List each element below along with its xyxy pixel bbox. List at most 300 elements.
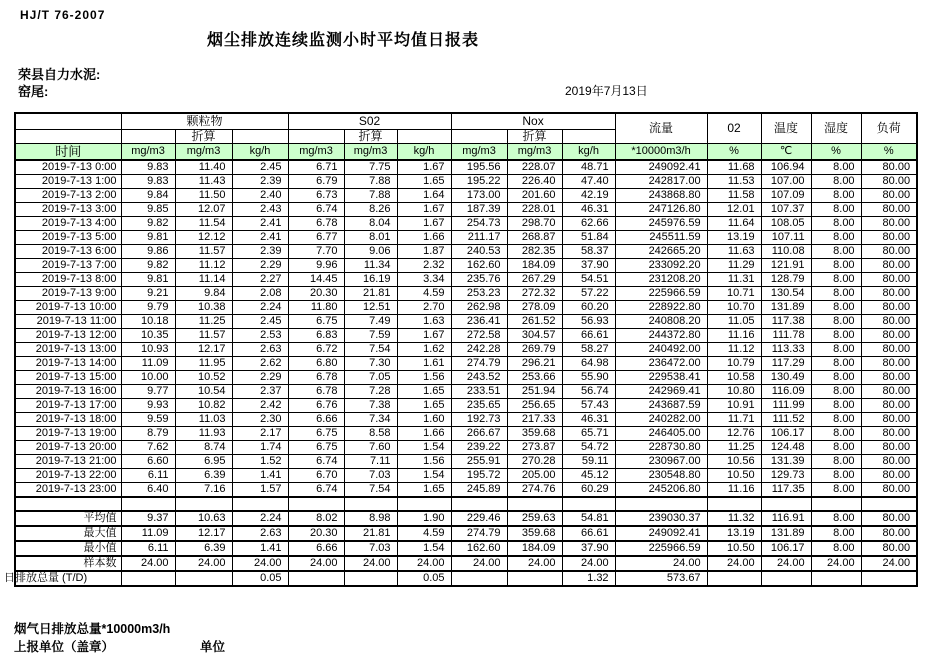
value-cell: 249092.41: [615, 160, 707, 175]
value-cell: 80.00: [861, 357, 917, 371]
value-cell: 37.90: [562, 541, 615, 556]
value-cell: 7.30: [344, 357, 397, 371]
value-cell: 7.16: [175, 483, 232, 498]
value-cell: 1.61: [397, 357, 451, 371]
value-cell: 11.16: [707, 483, 761, 498]
header-blank: [451, 129, 507, 143]
value-cell: 6.75: [288, 427, 344, 441]
value-cell: 10.50: [707, 469, 761, 483]
value-cell: 233092.20: [615, 259, 707, 273]
value-cell: 229.46: [451, 511, 507, 526]
value-cell: 8.00: [811, 315, 861, 329]
value-cell: 0.05: [232, 571, 288, 586]
value-cell: 80.00: [861, 385, 917, 399]
value-cell: 6.74: [288, 483, 344, 498]
value-cell: 187.39: [451, 203, 507, 217]
value-cell: 201.60: [507, 189, 562, 203]
value-cell: 11.68: [707, 160, 761, 175]
value-cell: 11.09: [121, 526, 175, 541]
header-blank: [15, 129, 121, 143]
value-cell: 57.43: [562, 399, 615, 413]
table-row: [15, 441, 917, 455]
value-cell: 1.56: [397, 455, 451, 469]
value-cell: 573.67: [615, 571, 707, 586]
value-cell: 11.63: [707, 245, 761, 259]
unit-cell: %: [811, 143, 861, 160]
value-cell: 107.11: [761, 231, 811, 245]
value-cell: 6.95: [175, 455, 232, 469]
value-cell: 10.58: [707, 371, 761, 385]
value-cell: 51.84: [562, 231, 615, 245]
value-cell: 45.12: [562, 469, 615, 483]
header-temperature: 温度: [761, 113, 811, 143]
value-cell: 8.74: [175, 441, 232, 455]
time-cell: 2019-7-13 20:00: [15, 441, 121, 455]
unit-cell: mg/m3: [344, 143, 397, 160]
value-cell: 10.63: [175, 511, 232, 526]
value-cell: 7.49: [344, 315, 397, 329]
summary-label: 样本数: [15, 556, 121, 571]
value-cell: 9.21: [121, 287, 175, 301]
value-cell: 130.49: [761, 371, 811, 385]
value-cell: 249092.41: [615, 526, 707, 541]
header-converted-nox: 折算: [507, 129, 562, 143]
empty-cell: [175, 497, 232, 511]
value-cell: 195.56: [451, 160, 507, 175]
value-cell: 6.39: [175, 469, 232, 483]
value-cell: 2.40: [232, 189, 288, 203]
value-cell: 6.76: [288, 399, 344, 413]
value-cell: 6.78: [288, 385, 344, 399]
value-cell: 1.56: [397, 371, 451, 385]
value-cell: 162.60: [451, 541, 507, 556]
value-cell: 1.54: [397, 441, 451, 455]
value-cell: 80.00: [861, 483, 917, 498]
value-cell: 80.00: [861, 287, 917, 301]
value-cell: 113.33: [761, 343, 811, 357]
value-cell: 1.60: [397, 413, 451, 427]
value-cell: 12.51: [344, 301, 397, 315]
value-cell: 16.19: [344, 273, 397, 287]
value-cell: 117.35: [761, 483, 811, 498]
value-cell: 56.93: [562, 315, 615, 329]
value-cell: 20.30: [288, 526, 344, 541]
time-cell: 2019-7-13 13:00: [15, 343, 121, 357]
value-cell: 12.17: [175, 526, 232, 541]
value-cell: 6.74: [288, 203, 344, 217]
value-cell: 24.00: [562, 556, 615, 571]
value-cell: 1.62: [397, 343, 451, 357]
daily-total-row: [15, 571, 917, 586]
value-cell: 11.14: [175, 273, 232, 287]
value-cell: 11.53: [707, 175, 761, 189]
flow-total-note: 烟气日排放总量*10000m3/h: [14, 622, 171, 636]
value-cell: 6.74: [288, 455, 344, 469]
value-cell: 259.63: [507, 511, 562, 526]
value-cell: 6.80: [288, 357, 344, 371]
standard-code: HJ/T 76-2007: [20, 8, 106, 22]
unit-cell: mg/m3: [507, 143, 562, 160]
time-cell: 2019-7-13 1:00: [15, 175, 121, 189]
value-cell: 80.00: [861, 511, 917, 526]
value-cell: 1.67: [397, 160, 451, 175]
value-cell: 8.02: [288, 511, 344, 526]
value-cell: 1.32: [562, 571, 615, 586]
value-cell: 6.75: [288, 315, 344, 329]
value-cell: 243868.80: [615, 189, 707, 203]
empty-cell: [562, 497, 615, 511]
value-cell: 9.81: [121, 231, 175, 245]
value-cell: 7.59: [344, 329, 397, 343]
empty-cell: [344, 497, 397, 511]
table-row: [15, 160, 917, 175]
value-cell: 80.00: [861, 455, 917, 469]
value-cell: 9.82: [121, 259, 175, 273]
value-cell: 11.03: [175, 413, 232, 427]
unit-cell-flow: *10000m3/h: [615, 143, 707, 160]
page-title: 烟尘排放连续监测小时平均值日报表: [207, 32, 480, 49]
time-cell: 2019-7-13 14:00: [15, 357, 121, 371]
value-cell: 205.00: [507, 469, 562, 483]
spacer-row: [15, 497, 917, 511]
value-cell: [288, 571, 344, 586]
value-cell: 42.19: [562, 189, 615, 203]
table-row: [15, 231, 917, 245]
summary-row: [15, 541, 917, 556]
value-cell: 9.83: [121, 175, 175, 189]
empty-cell: [121, 497, 175, 511]
value-cell: 274.76: [507, 483, 562, 498]
value-cell: 231208.20: [615, 273, 707, 287]
table-row: [15, 301, 917, 315]
value-cell: 6.77: [288, 231, 344, 245]
value-cell: 9.77: [121, 385, 175, 399]
value-cell: 7.75: [344, 160, 397, 175]
value-cell: 10.71: [707, 287, 761, 301]
value-cell: 1.63: [397, 315, 451, 329]
value-cell: 80.00: [861, 413, 917, 427]
value-cell: 10.50: [707, 541, 761, 556]
value-cell: 8.00: [811, 483, 861, 498]
value-cell: 2.63: [232, 343, 288, 357]
value-cell: 2.63: [232, 526, 288, 541]
unit-cell: kg/h: [232, 143, 288, 160]
value-cell: 2.27: [232, 273, 288, 287]
value-cell: 54.51: [562, 273, 615, 287]
value-cell: 110.08: [761, 245, 811, 259]
summary-row: [15, 511, 917, 526]
value-cell: 11.54: [175, 217, 232, 231]
value-cell: 11.12: [175, 259, 232, 273]
value-cell: 242969.41: [615, 385, 707, 399]
value-cell: [707, 571, 761, 586]
value-cell: 8.00: [811, 455, 861, 469]
header-flow: 流量: [615, 113, 707, 143]
value-cell: 10.38: [175, 301, 232, 315]
value-cell: 54.81: [562, 511, 615, 526]
value-cell: 8.00: [811, 441, 861, 455]
value-cell: 8.00: [811, 329, 861, 343]
value-cell: 24.00: [175, 556, 232, 571]
value-cell: 6.66: [288, 413, 344, 427]
value-cell: [861, 571, 917, 586]
value-cell: [344, 571, 397, 586]
value-cell: 2.30: [232, 413, 288, 427]
value-cell: 7.88: [344, 175, 397, 189]
value-cell: 254.73: [451, 217, 507, 231]
value-cell: 1.67: [397, 203, 451, 217]
time-cell: 2019-7-13 7:00: [15, 259, 121, 273]
value-cell: 8.00: [811, 160, 861, 175]
value-cell: 8.00: [811, 541, 861, 556]
value-cell: 107.09: [761, 189, 811, 203]
table-row: [15, 245, 917, 259]
value-cell: 2.08: [232, 287, 288, 301]
table-row: [15, 189, 917, 203]
unit-cell: %: [861, 143, 917, 160]
value-cell: 1.67: [397, 329, 451, 343]
value-cell: 11.57: [175, 245, 232, 259]
value-cell: 24.00: [121, 556, 175, 571]
value-cell: 8.26: [344, 203, 397, 217]
value-cell: 1.54: [397, 541, 451, 556]
value-cell: 24.00: [861, 556, 917, 571]
value-cell: 2.45: [232, 160, 288, 175]
value-cell: 245511.59: [615, 231, 707, 245]
value-cell: 296.21: [507, 357, 562, 371]
value-cell: 6.79: [288, 175, 344, 189]
value-cell: 1.66: [397, 231, 451, 245]
value-cell: 8.01: [344, 231, 397, 245]
value-cell: 7.62: [121, 441, 175, 455]
value-cell: 24.00: [615, 556, 707, 571]
value-cell: 1.64: [397, 189, 451, 203]
value-cell: 6.40: [121, 483, 175, 498]
summary-row: [15, 526, 917, 541]
value-cell: 107.00: [761, 175, 811, 189]
value-cell: 233.51: [451, 385, 507, 399]
table-row: [15, 203, 917, 217]
header-converted-so2: 折算: [344, 129, 397, 143]
value-cell: 12.07: [175, 203, 232, 217]
value-cell: 54.72: [562, 441, 615, 455]
value-cell: 65.71: [562, 427, 615, 441]
value-cell: 11.25: [707, 441, 761, 455]
value-cell: 6.78: [288, 371, 344, 385]
time-cell: 2019-7-13 11:00: [15, 315, 121, 329]
value-cell: 8.00: [811, 301, 861, 315]
value-cell: 8.98: [344, 511, 397, 526]
value-cell: 7.38: [344, 399, 397, 413]
value-cell: 1.74: [232, 441, 288, 455]
time-cell: 2019-7-13 3:00: [15, 203, 121, 217]
unit-cell: mg/m3: [451, 143, 507, 160]
value-cell: 11.57: [175, 329, 232, 343]
value-cell: 268.87: [507, 231, 562, 245]
value-cell: 13.19: [707, 526, 761, 541]
header-row-units: [15, 143, 917, 160]
value-cell: 80.00: [861, 315, 917, 329]
value-cell: 7.03: [344, 469, 397, 483]
value-cell: 278.09: [507, 301, 562, 315]
value-cell: 124.48: [761, 441, 811, 455]
value-cell: 359.68: [507, 427, 562, 441]
value-cell: 10.79: [707, 357, 761, 371]
time-cell: 2019-7-13 15:00: [15, 371, 121, 385]
value-cell: 21.81: [344, 287, 397, 301]
value-cell: 2.41: [232, 231, 288, 245]
value-cell: 228922.80: [615, 301, 707, 315]
value-cell: 12.17: [175, 343, 232, 357]
summary-label: 最小值: [15, 541, 121, 556]
summary-label: 平均值: [15, 511, 121, 526]
value-cell: 230548.80: [615, 469, 707, 483]
time-cell: 2019-7-13 16:00: [15, 385, 121, 399]
value-cell: 14.45: [288, 273, 344, 287]
value-cell: 10.70: [707, 301, 761, 315]
value-cell: 7.05: [344, 371, 397, 385]
value-cell: 57.22: [562, 287, 615, 301]
value-cell: 11.34: [344, 259, 397, 273]
value-cell: 6.83: [288, 329, 344, 343]
value-cell: 1.41: [232, 469, 288, 483]
value-cell: 184.09: [507, 259, 562, 273]
value-cell: 11.93: [175, 427, 232, 441]
value-cell: 1.65: [397, 399, 451, 413]
unit-cell: kg/h: [562, 143, 615, 160]
value-cell: 256.65: [507, 399, 562, 413]
value-cell: 11.31: [707, 273, 761, 287]
header-blank: [121, 129, 175, 143]
value-cell: 1.65: [397, 483, 451, 498]
value-cell: 80.00: [861, 273, 917, 287]
value-cell: 56.74: [562, 385, 615, 399]
value-cell: 8.00: [811, 287, 861, 301]
value-cell: 242665.20: [615, 245, 707, 259]
value-cell: 80.00: [861, 427, 917, 441]
value-cell: 8.00: [811, 231, 861, 245]
value-cell: 4.59: [397, 287, 451, 301]
table-row: [15, 371, 917, 385]
value-cell: 9.37: [121, 511, 175, 526]
value-cell: 2.17: [232, 427, 288, 441]
value-cell: 80.00: [861, 245, 917, 259]
value-cell: 6.11: [121, 469, 175, 483]
value-cell: [121, 571, 175, 586]
value-cell: 244372.80: [615, 329, 707, 343]
value-cell: 9.96: [288, 259, 344, 273]
value-cell: 80.00: [861, 329, 917, 343]
value-cell: 80.00: [861, 399, 917, 413]
value-cell: 121.91: [761, 259, 811, 273]
value-cell: 7.70: [288, 245, 344, 259]
value-cell: 1.54: [397, 469, 451, 483]
value-cell: 12.01: [707, 203, 761, 217]
value-cell: 1.41: [232, 541, 288, 556]
value-cell: 80.00: [861, 469, 917, 483]
value-cell: 6.75: [288, 441, 344, 455]
table-row: [15, 427, 917, 441]
value-cell: 240808.20: [615, 315, 707, 329]
header-group-particulate: 颗粒物: [121, 113, 288, 129]
time-cell: 2019-7-13 21:00: [15, 455, 121, 469]
value-cell: 7.54: [344, 343, 397, 357]
value-cell: 10.56: [707, 455, 761, 469]
value-cell: 1.57: [232, 483, 288, 498]
value-cell: 8.00: [811, 189, 861, 203]
value-cell: 9.81: [121, 273, 175, 287]
value-cell: 2.42: [232, 399, 288, 413]
header-humidity: 湿度: [811, 113, 861, 143]
value-cell: 80.00: [861, 526, 917, 541]
value-cell: 11.12: [707, 343, 761, 357]
value-cell: 11.25: [175, 315, 232, 329]
value-cell: 235.76: [451, 273, 507, 287]
table-row: [15, 273, 917, 287]
value-cell: 48.71: [562, 160, 615, 175]
value-cell: 12.76: [707, 427, 761, 441]
value-cell: 239.22: [451, 441, 507, 455]
value-cell: 236472.00: [615, 357, 707, 371]
value-cell: 7.28: [344, 385, 397, 399]
value-cell: 10.80: [707, 385, 761, 399]
table-row: [15, 469, 917, 483]
value-cell: 162.60: [451, 259, 507, 273]
value-cell: 66.61: [562, 526, 615, 541]
value-cell: 8.00: [811, 371, 861, 385]
value-cell: 24.00: [761, 556, 811, 571]
value-cell: 2.41: [232, 217, 288, 231]
unit-label: 单位: [200, 640, 226, 654]
value-cell: 2.24: [232, 301, 288, 315]
header-blank: [232, 129, 288, 143]
unit-cell: ℃: [761, 143, 811, 160]
value-cell: 106.94: [761, 160, 811, 175]
value-cell: 11.80: [288, 301, 344, 315]
time-cell: 2019-7-13 10:00: [15, 301, 121, 315]
value-cell: 10.00: [121, 371, 175, 385]
value-cell: 62.66: [562, 217, 615, 231]
value-cell: 24.00: [288, 556, 344, 571]
value-cell: 10.82: [175, 399, 232, 413]
value-cell: 116.91: [761, 511, 811, 526]
value-cell: 274.79: [451, 526, 507, 541]
table-row: [15, 357, 917, 371]
table-row: [15, 455, 917, 469]
value-cell: 274.79: [451, 357, 507, 371]
value-cell: 80.00: [861, 259, 917, 273]
value-cell: 6.73: [288, 189, 344, 203]
header-group-nox: Nox: [451, 113, 615, 129]
table-row: [15, 413, 917, 427]
value-cell: 8.00: [811, 217, 861, 231]
company-name: 荣县自力水泥:: [18, 67, 101, 82]
unit-cell: kg/h: [397, 143, 451, 160]
table-row: [15, 343, 917, 357]
value-cell: 253.66: [507, 371, 562, 385]
value-cell: 6.78: [288, 217, 344, 231]
value-cell: 1.90: [397, 511, 451, 526]
header-load: 负荷: [861, 113, 917, 143]
time-cell: 2019-7-13 23:00: [15, 483, 121, 498]
value-cell: 2.29: [232, 371, 288, 385]
time-cell: 2019-7-13 17:00: [15, 399, 121, 413]
value-cell: 108.05: [761, 217, 811, 231]
value-cell: 129.73: [761, 469, 811, 483]
value-cell: 2.32: [397, 259, 451, 273]
value-cell: 240492.00: [615, 343, 707, 357]
data-rows: [4, 160, 917, 586]
